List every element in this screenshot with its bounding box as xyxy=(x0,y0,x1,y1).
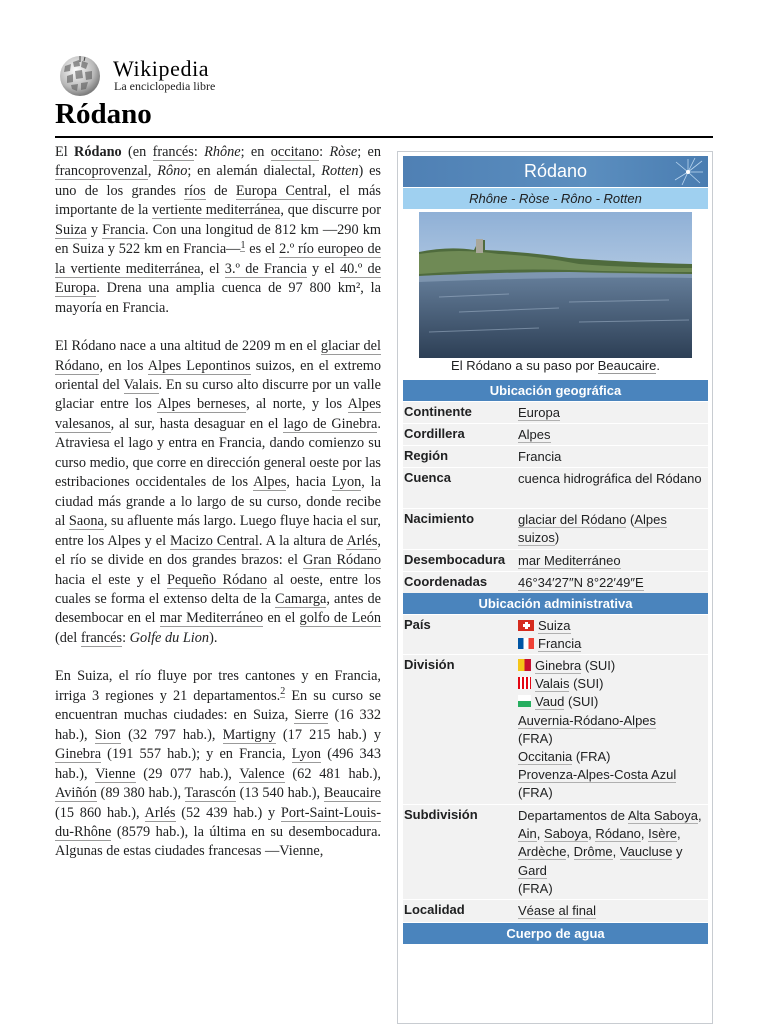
paragraph-course: El Ródano nace a una altitud de 2209 m en el glaciar del Ródano, en los Alpes Lepontinos suizos, en el extremo oriental del Valais. En su curso alto discurre por un valle glaciar entre los Alpes berneses, al norte, y los Alpes valesanos, al sur, hasta desaguar en el lago de Ginebra. Atraviesa el lago y entra en Francia, dando comienzo su curso medio, que corre en dirección general oeste por las estribaciones occidentales de los Alpes, hacia Lyon, la ciudad más grande a lo largo de su curso, donde recibe al Saona, su afluente más largo. Luego fluye hacia el sur, entre los Alpes y el Macizo Central. A la altura de Arlés, el río se divide en dos grandes brazos: el Gran Ródano hacia el este y el Pequeño Ródano al oeste, entre los cuales se forma el extenso delta de la Camarga, antes de desembocar en el mar Mediterráneo en el golfo de León (del francés: Golfe du Lion). xyxy=(55,338,382,646)
link-gard[interactable]: Gard xyxy=(518,862,547,878)
link-camarga[interactable]: Camarga xyxy=(275,590,327,607)
link-arles[interactable]: Arlés xyxy=(346,532,378,549)
link-mar-mediterraneo[interactable]: mar Mediterráneo xyxy=(159,610,264,627)
infobox-subtitle: Rhône - Ròse - Rôno - Rotten xyxy=(403,188,708,209)
caption-link-beaucaire[interactable]: Beaucaire xyxy=(597,358,657,373)
reference-2[interactable]: 2 xyxy=(280,686,286,698)
link-desembocadura-mar[interactable]: mar Mediterráneo xyxy=(518,553,621,568)
link-cuadragesimo-europa[interactable]: 40.º de Europa xyxy=(55,260,382,297)
link-valais-canton[interactable]: Valais xyxy=(535,676,570,692)
link-pais-suiza[interactable]: Suiza xyxy=(538,618,571,633)
link-europa-central[interactable]: Europa Central xyxy=(235,182,328,199)
link-alpes-valesanos[interactable]: Alpes valesanos xyxy=(55,396,381,432)
link-valence[interactable]: Valence xyxy=(239,765,285,782)
country-item-suiza xyxy=(518,618,571,633)
link-cordillera-alpes[interactable]: Alpes xyxy=(518,427,551,442)
link-frances[interactable]: francés xyxy=(152,144,194,160)
wikipedia-globe-logo[interactable] xyxy=(55,52,105,98)
link-avinon[interactable]: Aviñón xyxy=(55,785,97,802)
link-port-saint-louis[interactable]: Port-Saint-Louis-du-Rhône xyxy=(55,804,381,840)
link-gran-rodano[interactable]: Gran Ródano xyxy=(302,552,381,569)
link-sierre[interactable]: Sierre xyxy=(294,707,329,724)
rhone-at-beaucaire-image xyxy=(419,212,692,358)
link-golfo-leon[interactable]: golfo de León xyxy=(299,610,381,627)
link-ginebra-canton[interactable]: Ginebra xyxy=(535,658,582,673)
link-arles-2[interactable]: Arlés xyxy=(144,804,176,821)
row-desembocadura: Desembocadura mar Mediterráneo xyxy=(403,549,708,571)
link-tercero-francia[interactable]: 3.º de Francia xyxy=(224,260,307,277)
link-lago-ginebra[interactable]: lago de Ginebra xyxy=(283,415,378,432)
link-vertiente-mediterranea[interactable]: vertiente mediterránea xyxy=(152,202,281,219)
row-cordillera: Cordillera Alpes xyxy=(403,423,708,445)
link-vaud-canton[interactable]: Vaud xyxy=(535,694,565,710)
link-vienne[interactable]: Vienne xyxy=(95,765,136,782)
link-saona[interactable]: Saona xyxy=(68,513,104,530)
link-frances-2[interactable]: francés xyxy=(80,629,123,646)
link-suiza[interactable]: Suiza xyxy=(55,221,87,238)
link-francia[interactable]: Francia xyxy=(102,221,146,238)
link-ain[interactable]: Ain xyxy=(518,826,537,842)
row-division: División Ginebra (SUI) Valais (SUI) Vaud (SUI) Auvernia-Ródano-Alpes (FRA) Occitania (FRA) Provenza-Alpes-Costa Azul (FRA) xyxy=(403,654,708,804)
link-segundo-rio[interactable]: 2.º río europeo de la vertiente mediterránea xyxy=(55,241,381,277)
link-alpes-lepontinos[interactable]: Alpes Lepontinos xyxy=(147,357,251,374)
paragraph-cities: En Suiza, el río fluye por tres cantones y en Francia, irriga 3 regiones y 21 departamentos.$^2$ En su curso se encuentran muchas ciudades: en Suiza, Sierre (16 332 hab.), Sion (32 797 hab.), Martigny (17 215 hab.) y Ginebra (191 557 hab.); y en Francia, Lyon (496 343 hab.), Vienne (29 077 hab.), Valence (62 481 hab.), Aviñón (89 380 hab.), Tarascón (13 540 hab.), Beaucaire (15 860 hab.), Arlés (52 439 hab.) y Port-Saint-Louis-du-Rhône (8579 hab.), la última en su desembocadura. Algunas de estas ciudades francesas —Vienne, xyxy=(55,668,382,860)
link-alpes-berneses[interactable]: Alpes berneses xyxy=(157,396,247,413)
link-provenza-alpes-costa-azul[interactable]: Provenza-Alpes-Costa Azul xyxy=(518,767,677,783)
link-glaciar-del-rodano[interactable]: glaciar del Ródano xyxy=(518,512,627,527)
image-caption: El Ródano a su paso por Beaucaire. xyxy=(451,358,660,373)
row-nacimiento: Nacimiento glaciar del Ródano (Alpes suizos) xyxy=(403,508,708,549)
paragraph-intro: El Ródano (en francés: Rhône; en occitano: Ròse; en francoprovenzal, Rôno; en alemán dialectal, Rotten) es uno de los grandes ríos de Europa Central, el más importante de la vertiente mediterránea, que discurre por Suiza y Francia. Con una longitud de 812 km —290 km en Suiza y 522 km en Francia—$^1$ es el 2.º río europeo de la vertiente mediterránea, el 3.º de Francia y el 40.º de Europa. Drena una amplia cuenca de 97 800 km², la mayoría en Francia. xyxy=(55,144,382,316)
link-ardeche[interactable]: Ardèche xyxy=(518,844,567,860)
link-macizo-central[interactable]: Macizo Central xyxy=(169,532,259,549)
page-title: Ródano xyxy=(55,98,152,130)
link-coordinates[interactable]: 46°34′27″N 8°22′49″E xyxy=(518,575,644,590)
link-isere[interactable]: Isère xyxy=(648,826,678,842)
article-body xyxy=(55,143,381,881)
link-pequeno-rodano[interactable]: Pequeño Ródano xyxy=(166,571,268,588)
link-auvernia-rodano-alpes[interactable]: Auvernia-Ródano-Alpes xyxy=(518,712,657,728)
link-martigny[interactable]: Martigny xyxy=(222,726,276,743)
title-divider xyxy=(55,136,713,138)
link-rodano-dept[interactable]: Ródano xyxy=(595,826,641,842)
section-geographic-location: Ubicación geográfica xyxy=(403,380,708,401)
section-administrative-location: Ubicación administrativa xyxy=(403,593,708,614)
link-beaucaire[interactable]: Beaucaire xyxy=(323,785,382,802)
link-lyon[interactable]: Lyon xyxy=(331,474,362,491)
country-item-francia xyxy=(518,636,581,651)
link-saboya[interactable]: Saboya xyxy=(544,826,589,842)
site-wordmark[interactable]: Wikipedia xyxy=(113,56,210,81)
infobox xyxy=(397,151,713,1024)
infobox-title: Ródano xyxy=(403,156,708,187)
river-photo[interactable] xyxy=(419,212,692,358)
link-glaciar-rodano[interactable]: glaciar del Ródano xyxy=(55,338,381,374)
row-pais: País Suiza Francia xyxy=(403,614,708,654)
link-vease-al-final[interactable]: Véase al final xyxy=(518,903,597,918)
link-valais[interactable]: Valais xyxy=(123,376,159,393)
water-drop-decoration-icon xyxy=(658,158,704,185)
vaud-flag-icon xyxy=(518,695,531,707)
link-tarascon[interactable]: Tarascón xyxy=(184,785,236,802)
link-lyon-2[interactable]: Lyon xyxy=(291,746,322,763)
link-ginebra[interactable]: Ginebra xyxy=(55,746,102,763)
row-subdivision: Subdivisión Departamentos de Alta Saboya, Ain, Saboya, Ródano, Isère, Ardèche, Drôme, Vaucluse y Gard (FRA) xyxy=(403,804,708,899)
link-sion[interactable]: Sion xyxy=(94,726,121,743)
link-pais-francia[interactable]: Francia xyxy=(538,636,582,652)
link-alta-saboya[interactable]: Alta Saboya xyxy=(627,808,698,823)
link-occitania[interactable]: Occitania xyxy=(518,749,573,765)
swiss-flag-icon xyxy=(518,620,534,631)
link-alpes[interactable]: Alpes xyxy=(253,474,287,491)
link-occitano[interactable]: occitano xyxy=(270,144,320,160)
site-tagline: La enciclopedia libre xyxy=(114,79,216,93)
row-localidad: Localidad Véase al final xyxy=(403,899,708,922)
section-cuerpo-de-agua: Cuerpo de agua xyxy=(403,923,708,944)
link-drome[interactable]: Drôme xyxy=(573,844,613,860)
geneva-flag-icon xyxy=(518,659,531,671)
row-region: Región Francia xyxy=(403,445,708,467)
link-francoprovenzal[interactable]: francoprovenzal xyxy=(55,163,148,180)
row-coordenadas: Coordenadas 46°34′27″N 8°22′49″E xyxy=(403,571,708,593)
reference-1[interactable]: 1 xyxy=(240,239,246,251)
french-flag-icon xyxy=(518,638,534,649)
link-rios[interactable]: ríos xyxy=(184,182,206,199)
link-continente-europa[interactable]: Europa xyxy=(518,405,560,420)
row-continente: Continente Europa xyxy=(403,401,708,423)
row-cuenca: Cuenca cuenca hidrográfica del Ródano xyxy=(403,467,708,508)
valais-flag-icon xyxy=(518,677,531,689)
link-alpes-suizos[interactable]: Alpes suizos xyxy=(518,512,667,546)
link-vaucluse[interactable]: Vaucluse xyxy=(619,844,673,860)
